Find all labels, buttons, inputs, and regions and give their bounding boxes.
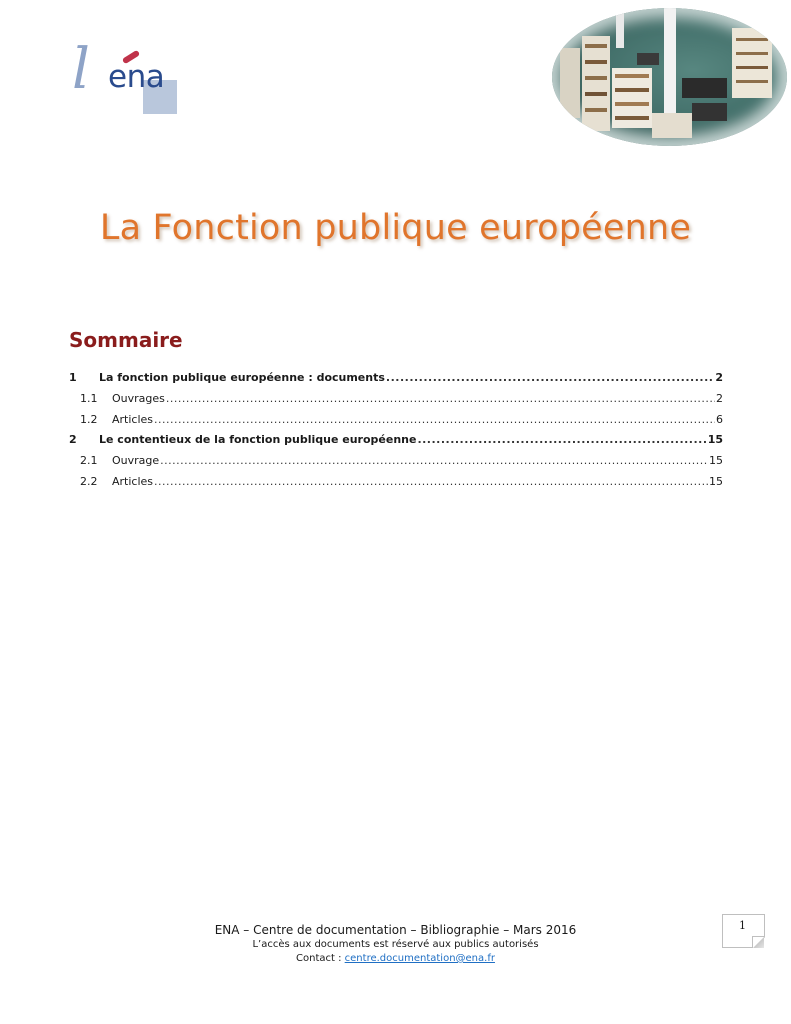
toc-leader-dots [417, 430, 706, 450]
toc-entry-page: 15 [707, 433, 723, 447]
toc-entry-2-1[interactable] [69, 451, 723, 472]
toc-entry-number: 1.2 [80, 412, 98, 426]
toc-entry-number: 2 [69, 433, 77, 447]
toc-entry-1-1[interactable] [69, 389, 723, 410]
toc-leader-dots [160, 451, 708, 471]
toc-entry-page: 2 [716, 391, 723, 405]
toc-entry-text: Articles [112, 474, 154, 488]
logo-text: ena [108, 59, 165, 95]
toc-entry-1[interactable] [69, 368, 723, 389]
toc-entry-number: 1 [69, 371, 77, 384]
toc-entry-2[interactable] [69, 430, 723, 451]
page-number: 1 [739, 919, 746, 932]
toc-heading: Sommaire [69, 328, 183, 352]
toc-leader-dots [386, 368, 714, 388]
logo-letter-l: l [72, 37, 90, 102]
toc-entry-page: 6 [716, 412, 723, 426]
toc-entry-number: 2.2 [80, 474, 98, 488]
toc-leader-dots [166, 389, 715, 409]
toc-entry-number: 2.1 [80, 454, 98, 468]
toc-entry-text: Ouvrages [112, 391, 165, 405]
toc-entry-2-2[interactable] [69, 472, 723, 493]
page-corner-fold [752, 936, 764, 948]
toc-leader-dots [154, 472, 708, 492]
toc-entry-1-2[interactable] [69, 410, 723, 431]
toc-entry-page: 2 [715, 371, 723, 384]
footer-contact-line [0, 952, 791, 966]
document-title: La Fonction publique européenne [99, 208, 692, 248]
toc-entry-page: 15 [709, 474, 723, 488]
contact-email-link[interactable]: centre.documentation@ena.fr [344, 953, 495, 964]
library-photo-illustration [552, 8, 787, 146]
library-photo [552, 8, 787, 146]
footer-source-line: ENA – Centre de documentation – Bibliographie – Mars 2016 [214, 923, 577, 937]
page-footer [0, 922, 791, 966]
toc-leader-dots [154, 410, 715, 430]
footer-contact-label: Contact : [296, 953, 345, 964]
toc-entry-number: 1.1 [80, 391, 98, 405]
toc-entry-text: Ouvrage [112, 454, 160, 468]
ena-logo [68, 37, 183, 116]
toc-entry-text: Articles [112, 412, 154, 426]
toc-entry-text: Le contentieux de la fonction publique européenne [99, 433, 417, 447]
toc-entry-page: 15 [709, 454, 723, 468]
footer-access-notice: L’accès aux documents est réservé aux publics autorisés [252, 939, 539, 950]
table-of-contents [69, 368, 723, 493]
toc-entry-text: La fonction publique européenne : documents [99, 371, 385, 384]
